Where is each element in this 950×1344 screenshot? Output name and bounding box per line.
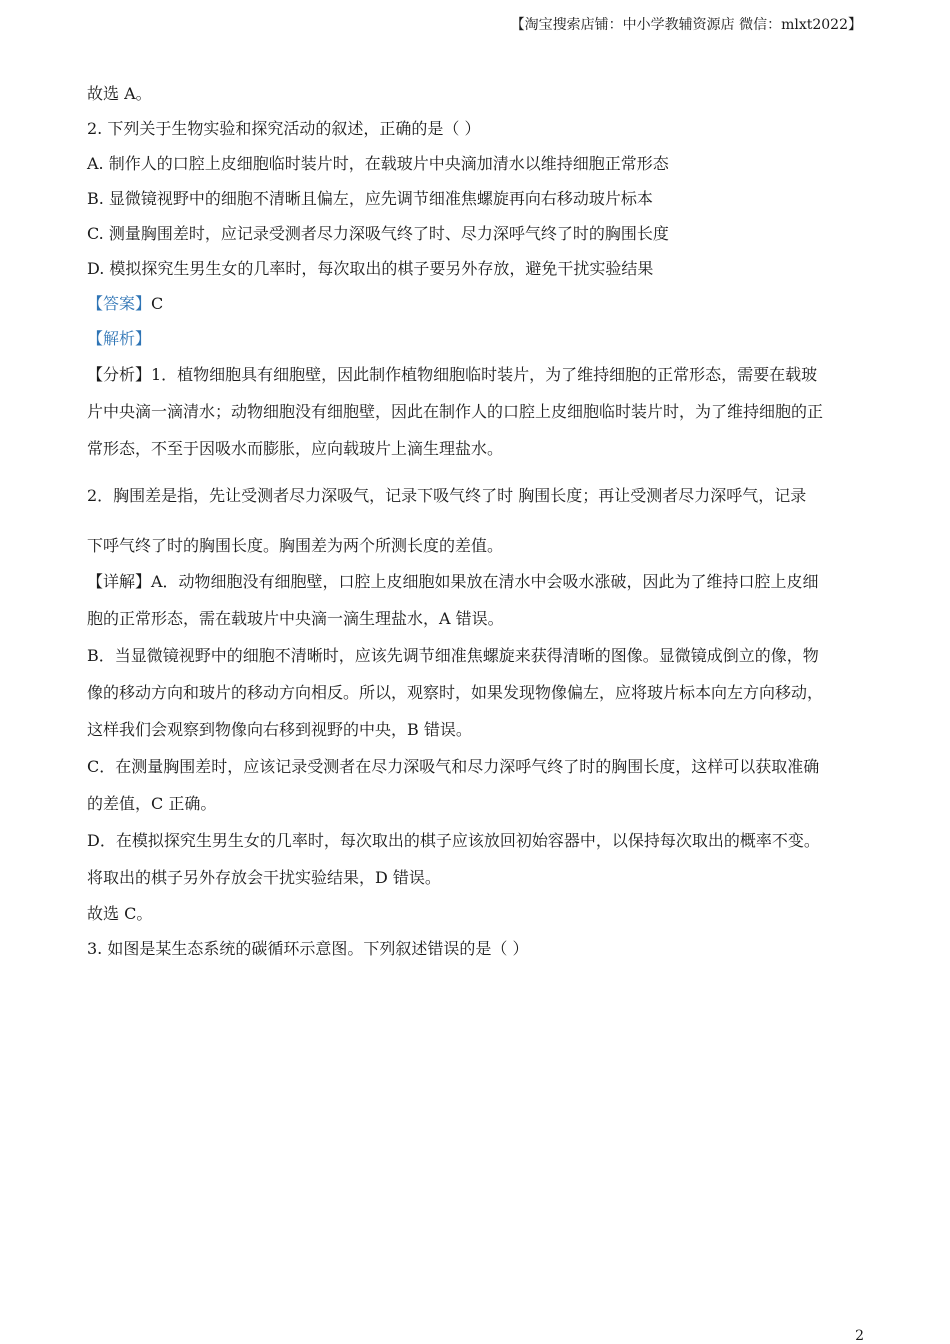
header-watermark: 【淘宝搜索店铺：中小学教辅资源店 微信：mlxt2022】	[510, 17, 862, 33]
answer-value: C	[151, 294, 164, 313]
question-2-conclusion: 故选 C。	[87, 904, 153, 923]
detail-line: D．在模拟探究生男生女的几率时，每次取出的棋子应该放回初始容器中，以保持每次取出的概率不变。	[87, 831, 820, 850]
detail-line: 像的移动方向和玻片的移动方向相反。所以，观察时，如果发现物像偏左，应将玻片标本向左方向移动，	[87, 683, 824, 702]
analysis-tag: 【解析】	[87, 329, 152, 348]
analysis-point-2-line: 2．胸围差是指，先让受测者尽力深吸气，记录下吸气终了时 胸围长度；再让受测者尽力深呼气，记录	[87, 486, 807, 505]
question-2-option-b: B. 显微镜视野中的细胞不清晰且偏左，应先调节细准焦螺旋再向右移动玻片标本	[87, 189, 653, 208]
detail-line: B．当显微镜视野中的细胞不清晰时，应该先调节细准焦螺旋来获得清晰的图像。显微镜成倒立的像，物	[87, 646, 819, 665]
spacer	[87, 467, 862, 477]
answer-tag: 【答案】	[87, 294, 152, 313]
detail-line: 胞的正常形态，需在载玻片中央滴一滴生理盐水，A 错误。	[87, 609, 504, 628]
question-2-option-d: D. 模拟探究生男生女的几率时，每次取出的棋子要另外存放，避免干扰实验结果	[87, 259, 654, 278]
detail-line: C．在测量胸围差时，应该记录受测者在尽力深吸气和尽力深呼气终了时的胸围长度，这样可以获取准确	[87, 757, 820, 776]
page-number: 2	[855, 1328, 864, 1344]
analysis-line: 常形态，不至于因吸水而膨胀，应向载玻片上滴生理盐水。	[87, 439, 504, 458]
analysis-heading	[87, 321, 862, 356]
detail-line: 【详解】A．动物细胞没有细胞壁，口腔上皮细胞如果放在清水中会吸水涨破，因此为了维持口腔上皮细	[87, 572, 819, 591]
analysis-line: 【分析】1．植物细胞具有细胞壁，因此制作植物细胞临时装片，为了维持细胞的正常形态，需要在载玻	[87, 365, 818, 384]
question-3-stem: 3. 如图是某生态系统的碳循环示意图。下列叙述错误的是（ ）	[87, 939, 529, 958]
document-body	[87, 76, 862, 966]
detail-line: 这样我们会观察到物像向右移到视野的中央，B 错误。	[87, 720, 472, 739]
question-2-option-a: A. 制作人的口腔上皮细胞临时装片时，在载玻片中央滴加清水以维持细胞正常形态	[87, 154, 669, 173]
analysis-line: 片中央滴一滴清水；动物细胞没有细胞壁，因此在制作人的口腔上皮细胞临时装片时，为了维持细胞的正	[87, 402, 824, 421]
analysis-point-2-line: 下呼气终了时的胸围长度。胸围差为两个所测长度的差值。	[87, 536, 504, 555]
question-2-option-c: C. 测量胸围差时，应记录受测者尽力深吸气终了时、尽力深呼气终了时的胸围长度	[87, 224, 669, 243]
answer-line	[87, 286, 862, 321]
prev-question-conclusion: 故选 A。	[87, 84, 152, 103]
question-2-stem: 2. 下列关于生物实验和探究活动的叙述，正确的是（ ）	[87, 119, 481, 138]
detail-line: 的差值，C 正确。	[87, 794, 217, 813]
detail-line: 将取出的棋子另外存放会干扰实验结果，D 错误。	[87, 868, 441, 887]
spacer	[87, 514, 862, 528]
